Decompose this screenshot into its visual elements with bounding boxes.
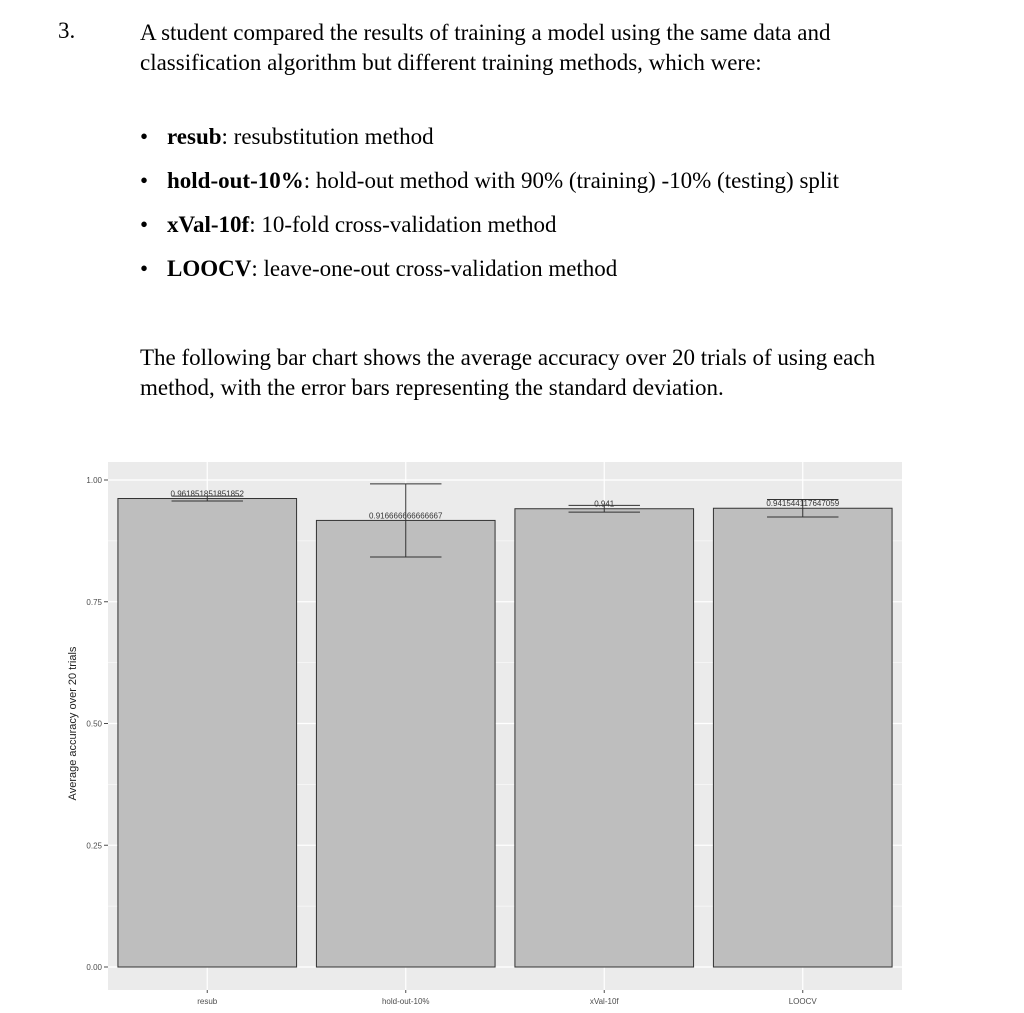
method-term: xVal-10f [167,212,250,237]
bar-resub [118,499,297,967]
bullet-icon: • [140,124,149,149]
y-axis [86,476,108,972]
y-tick-label: 0.25 [86,841,102,851]
method-desc: : leave-one-out cross-validation method [251,256,618,281]
bar-chart [0,460,1024,1008]
data-label: 0.916666666666667 [369,511,443,521]
y-tick-label: 1.00 [86,476,102,485]
bar-chart-svg [0,460,1024,1008]
x-tick-label: hold-out-10% [381,997,430,1006]
list-item [140,210,920,240]
method-desc: : 10-fold cross-validation method [249,212,557,237]
method-term: resub [167,124,222,149]
y-tick-label: 0.50 [86,719,102,729]
question-number: 3. [58,18,76,43]
bar-xVal-10f [515,509,694,967]
bullet-icon: • [140,168,149,193]
method-term: hold-out-10% [167,168,304,193]
data-label: 0.961851851851852 [170,489,244,499]
bar-LOOCV [713,508,892,967]
method-desc: : resubstitution method [221,124,434,149]
y-tick-label: 0.00 [86,963,102,972]
x-tick-label: resub [197,997,218,1006]
list-item [140,254,920,284]
bar-hold-out-10% [316,520,495,967]
method-desc: : hold-out method with 90% (training) -10% (testing) split [303,168,840,193]
y-tick-label: 0.75 [86,597,102,607]
question-intro: A student compared the results of training a model using the same data and classification algorithm but different training methods, which were: [140,20,831,75]
list-item [140,166,920,196]
bullet-icon: • [140,256,149,281]
bullet-icon: • [140,212,149,237]
method-list [140,122,920,298]
chart-description: The following bar chart shows the average accuracy over 20 trials of using each method, with the error bars representing the standard deviation. [140,345,876,400]
data-label: 0.941 [594,499,615,509]
data-label: 0.941544117647059 [766,499,840,509]
method-term: LOOCV [167,256,252,281]
y-axis-label: Average accuracy over 20 trials [67,646,79,801]
x-tick-label: xVal-10f [589,997,619,1006]
x-axis [197,990,817,1006]
list-item [140,122,920,152]
x-tick-label: LOOCV [788,997,817,1006]
